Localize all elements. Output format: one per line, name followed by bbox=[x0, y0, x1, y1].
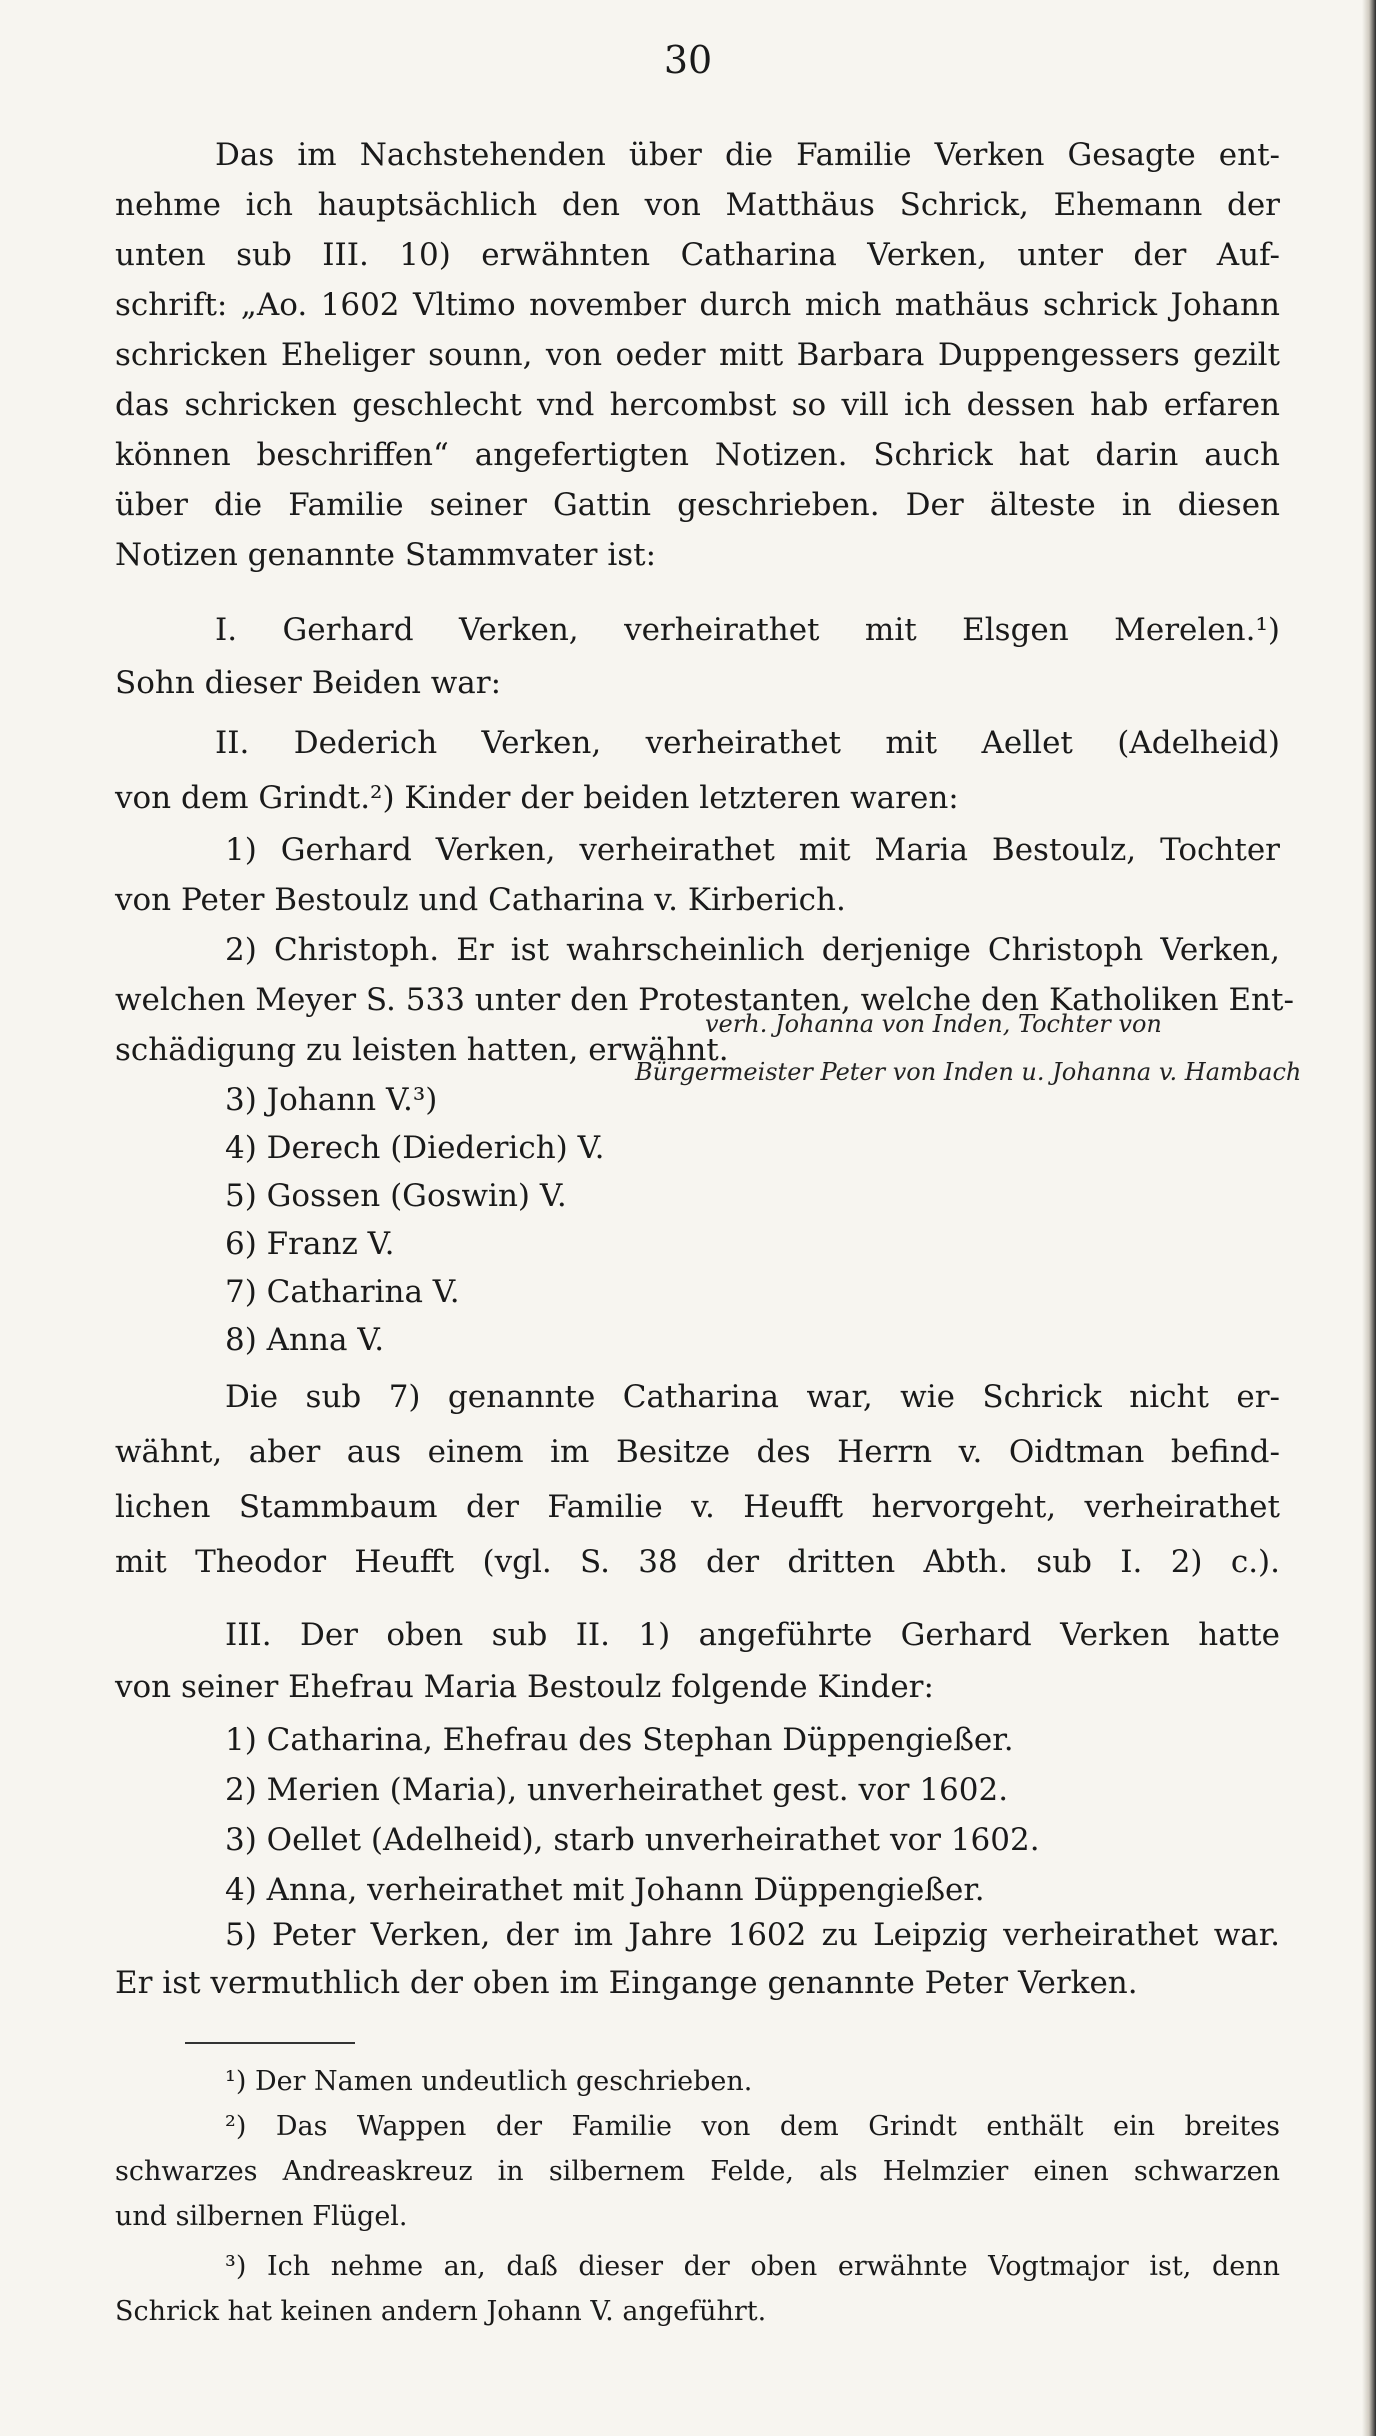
list-item: 3) Johann V.³) bbox=[225, 1082, 438, 1118]
text-line: Notizen genannte Stammvater ist: bbox=[115, 537, 657, 573]
text-line: von seiner Ehefrau Maria Bestoulz folgende Kinder: bbox=[115, 1669, 934, 1705]
page-number: 30 bbox=[663, 38, 713, 82]
footnote-line: schwarzes Andreaskreuz in silbernem Felde, als Helmzier einen schwarzen bbox=[115, 2156, 1280, 2187]
list-item: 4) Anna, verheirathet mit Johann Düppengießer. bbox=[225, 1872, 985, 1908]
text-line: Das im Nachstehenden über die Familie Verken Gesagte ent- bbox=[215, 137, 1280, 173]
page-edge-shadow bbox=[1362, 0, 1376, 2436]
list-item: 2) Christoph. Er ist wahrscheinlich derjenige Christoph Verken, bbox=[225, 932, 1280, 968]
text-line: I. Gerhard Verken, verheirathet mit Elsgen Merelen.¹) bbox=[215, 612, 1280, 648]
text-line: von dem Grindt.²) Kinder der beiden letzteren waren: bbox=[115, 780, 959, 816]
list-item: Er ist vermuthlich der oben im Eingange genannte Peter Verken. bbox=[115, 1965, 1138, 2001]
footnote-separator bbox=[185, 2042, 355, 2044]
text-line: lichen Stammbaum der Familie v. Heufft hervorgeht, verheirathet bbox=[115, 1489, 1280, 1525]
list-item: 8) Anna V. bbox=[225, 1322, 385, 1358]
text-line: III. Der oben sub II. 1) angeführte Gerhard Verken hatte bbox=[225, 1617, 1280, 1653]
list-item: 3) Oellet (Adelheid), starb unverheirathet vor 1602. bbox=[225, 1822, 1040, 1858]
handwritten-line: verh. Johanna von Inden, Tochter von bbox=[705, 1010, 1162, 1038]
list-item: von Peter Bestoulz und Catharina v. Kirberich. bbox=[115, 882, 846, 918]
text-line: Die sub 7) genannte Catharina war, wie Schrick nicht er- bbox=[225, 1379, 1280, 1415]
footnote-line: Schrick hat keinen andern Johann V. angeführt. bbox=[115, 2296, 767, 2327]
list-item: 5) Peter Verken, der im Jahre 1602 zu Leipzig verheirathet war. bbox=[225, 1917, 1280, 1953]
list-item: schädigung zu leisten hatten, erwähnt. bbox=[115, 1032, 729, 1068]
footnote-line: und silbernen Flügel. bbox=[115, 2201, 408, 2232]
list-item: 5) Gossen (Goswin) V. bbox=[225, 1178, 567, 1214]
footnote-line: ¹) Der Namen undeutlich geschrieben. bbox=[225, 2066, 753, 2097]
footnote-line: ³) Ich nehme an, daß dieser der oben erwähnte Vogtmajor ist, denn bbox=[225, 2251, 1280, 2282]
list-item: welchen Meyer S. 533 unter den Protestanten, welche den Katholiken Ent- bbox=[115, 982, 1294, 1018]
text-line: das schricken geschlecht vnd hercombst so vill ich dessen hab erfaren bbox=[115, 387, 1280, 423]
footnote-line: ²) Das Wappen der Familie von dem Grindt enthält ein breites bbox=[225, 2111, 1280, 2142]
text-line: können beschriffen“ angefertigten Notizen. Schrick hat darin auch bbox=[115, 437, 1280, 473]
list-item: 2) Merien (Maria), unverheirathet gest. vor 1602. bbox=[225, 1772, 1009, 1808]
list-item: 6) Franz V. bbox=[225, 1226, 395, 1262]
text-line: mit Theodor Heufft (vgl. S. 38 der dritten Abth. sub I. 2) c.). bbox=[115, 1544, 1280, 1580]
list-item: 4) Derech (Diederich) V. bbox=[225, 1130, 605, 1166]
text-line: schricken Eheliger sounn, von oeder mitt Barbara Duppengessers gezilt bbox=[115, 337, 1280, 373]
text-line: über die Familie seiner Gattin geschrieben. Der älteste in diesen bbox=[115, 487, 1280, 523]
text-line: II. Dederich Verken, verheirathet mit Aellet (Adelheid) bbox=[215, 725, 1280, 761]
text-line: unten sub III. 10) erwähnten Catharina Verken, unter der Auf- bbox=[115, 237, 1280, 273]
text-line: nehme ich hauptsächlich den von Matthäus Schrick, Ehemann der bbox=[115, 187, 1280, 223]
list-item: 1) Catharina, Ehefrau des Stephan Düppengießer. bbox=[225, 1722, 1014, 1758]
list-item: 1) Gerhard Verken, verheirathet mit Maria Bestoulz, Tochter bbox=[225, 832, 1280, 868]
list-item: 7) Catharina V. bbox=[225, 1274, 460, 1310]
text-line: schrift: „Ao. 1602 Vltimo november durch mich mathäus schrick Johann bbox=[115, 287, 1280, 323]
text-line: wähnt, aber aus einem im Besitze des Herrn v. Oidtman befind- bbox=[115, 1434, 1280, 1470]
handwritten-line: Bürgermeister Peter von Inden u. Johanna v. Hambach bbox=[635, 1058, 1302, 1086]
text-line: Sohn dieser Beiden war: bbox=[115, 665, 502, 701]
